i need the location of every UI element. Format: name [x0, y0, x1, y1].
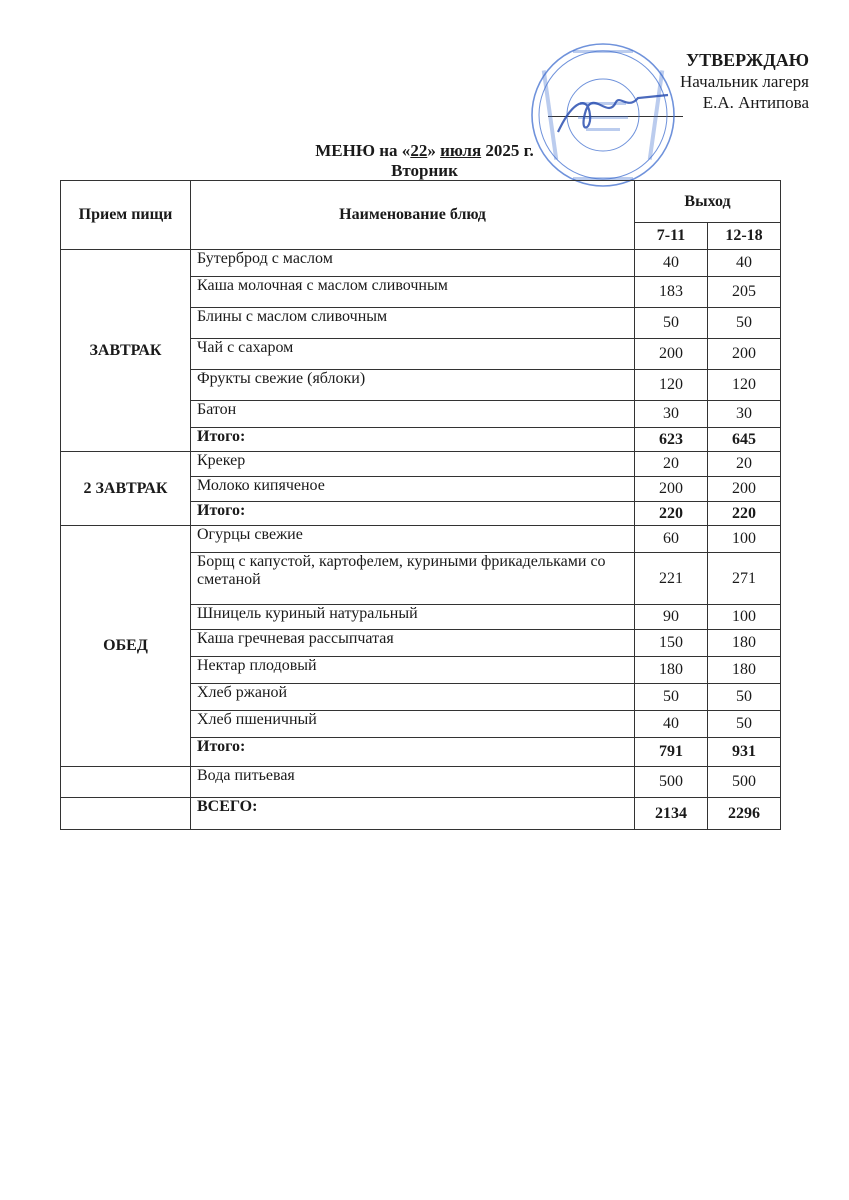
table-row [61, 526, 781, 553]
menu-title [0, 141, 849, 181]
dish-name: Борщ с капустой, картофелем, куриными фрикадельками со сметаной [191, 553, 635, 605]
dish-name: Шницель куриный натуральный [191, 605, 635, 630]
title-prefix: МЕНЮ на « [315, 141, 411, 160]
meal-cell: ЗАВТРАК [61, 250, 191, 452]
dish-name: Блины с маслом сливочным [191, 308, 635, 339]
dish-name: Каша молочная с маслом сливочным [191, 277, 635, 308]
title-weekday: Вторник [391, 161, 458, 180]
output-12-18: 205 [708, 277, 781, 308]
dish-name: Хлеб пшеничный [191, 711, 635, 738]
dish-name: Чай с сахаром [191, 339, 635, 370]
output-7-11: 40 [635, 711, 708, 738]
output-12-18: 50 [708, 711, 781, 738]
meal-cell: ОБЕД [61, 526, 191, 767]
dish-name: Фрукты свежие (яблоки) [191, 370, 635, 401]
header-meal: Прием пищи [61, 181, 191, 250]
dish-name: Молоко кипяченое [191, 477, 635, 502]
output-12-18: 50 [708, 308, 781, 339]
dish-name: Итого: [191, 428, 635, 452]
output-12-18: 220 [708, 502, 781, 526]
output-12-18: 500 [708, 767, 781, 798]
output-7-11: 180 [635, 657, 708, 684]
dish-name: Огурцы свежие [191, 526, 635, 553]
signature-stroke [558, 95, 668, 132]
title-suffix: 2025 г. [481, 141, 534, 160]
header-output: Выход [635, 181, 781, 223]
output-7-11: 150 [635, 630, 708, 657]
output-7-11: 220 [635, 502, 708, 526]
approval-block [680, 50, 809, 113]
output-7-11: 2134 [635, 798, 708, 830]
output-7-11: 221 [635, 553, 708, 605]
output-7-11: 183 [635, 277, 708, 308]
output-12-18: 30 [708, 401, 781, 428]
output-7-11: 60 [635, 526, 708, 553]
total-row [61, 798, 781, 830]
output-12-18: 271 [708, 553, 781, 605]
table-row [61, 250, 781, 277]
output-7-11: 20 [635, 452, 708, 477]
header-dish: Наименование блюд [191, 181, 635, 250]
output-12-18: 100 [708, 605, 781, 630]
dish-name: ВСЕГО: [191, 798, 635, 830]
approval-title: УТВЕРЖДАЮ [685, 50, 809, 70]
dish-name: Батон [191, 401, 635, 428]
output-12-18: 200 [708, 339, 781, 370]
header-age-12-18: 12-18 [708, 223, 781, 250]
table-row [61, 452, 781, 477]
dish-name: Итого: [191, 738, 635, 767]
output-12-18: 2296 [708, 798, 781, 830]
output-12-18: 120 [708, 370, 781, 401]
output-7-11: 40 [635, 250, 708, 277]
meal-cell [61, 798, 191, 830]
output-7-11: 500 [635, 767, 708, 798]
dish-name: Крекер [191, 452, 635, 477]
output-12-18: 40 [708, 250, 781, 277]
output-12-18: 200 [708, 477, 781, 502]
menu-table [60, 180, 781, 830]
meal-cell [61, 767, 191, 798]
output-7-11: 200 [635, 477, 708, 502]
output-7-11: 90 [635, 605, 708, 630]
output-12-18: 931 [708, 738, 781, 767]
output-12-18: 20 [708, 452, 781, 477]
title-mid: » [427, 141, 441, 160]
menu-body [61, 250, 781, 830]
dish-name: Вода питьевая [191, 767, 635, 798]
table-row [61, 767, 781, 798]
output-12-18: 100 [708, 526, 781, 553]
dish-name: Каша гречневая рассыпчатая [191, 630, 635, 657]
output-7-11: 120 [635, 370, 708, 401]
output-12-18: 645 [708, 428, 781, 452]
dish-name: Итого: [191, 502, 635, 526]
output-12-18: 50 [708, 684, 781, 711]
approval-name: Е.А. Антипова [702, 93, 809, 112]
output-7-11: 200 [635, 339, 708, 370]
dish-name: Нектар плодовый [191, 657, 635, 684]
approval-position: Начальник лагеря [680, 72, 809, 91]
output-12-18: 180 [708, 630, 781, 657]
output-7-11: 623 [635, 428, 708, 452]
meal-cell: 2 ЗАВТРАК [61, 452, 191, 526]
title-day: 22 [410, 141, 428, 160]
output-7-11: 50 [635, 684, 708, 711]
output-12-18: 180 [708, 657, 781, 684]
header-age-7-11: 7-11 [635, 223, 708, 250]
dish-name: Хлеб ржаной [191, 684, 635, 711]
output-7-11: 50 [635, 308, 708, 339]
dish-name: Бутерброд с маслом [191, 250, 635, 277]
output-7-11: 791 [635, 738, 708, 767]
title-month: июля [440, 141, 482, 160]
output-7-11: 30 [635, 401, 708, 428]
